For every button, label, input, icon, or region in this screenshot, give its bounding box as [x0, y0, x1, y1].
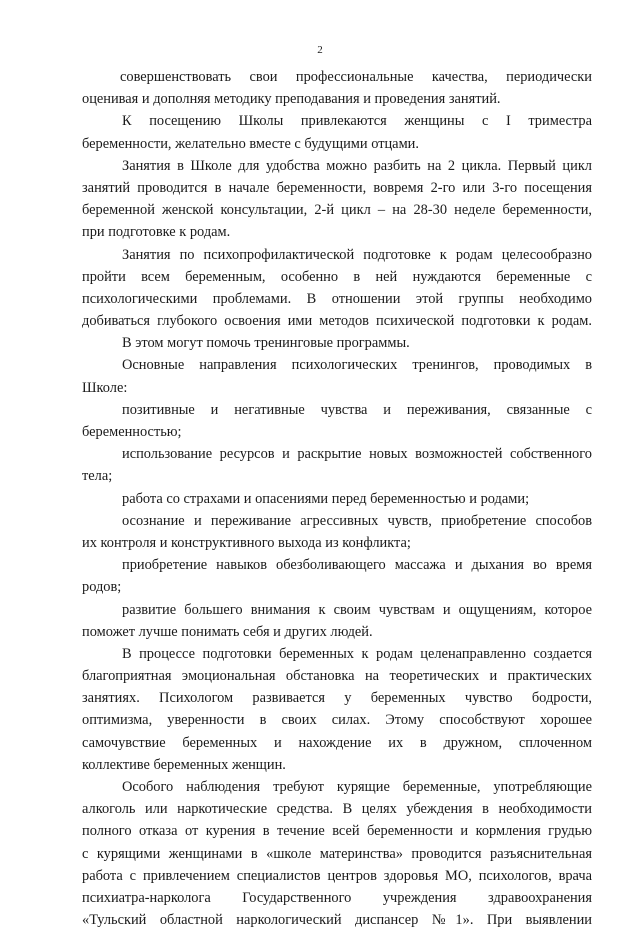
- text-line: родов;: [82, 579, 122, 596]
- text-line: Особого наблюдения требуют курящие беременные, употребляющие: [122, 779, 592, 795]
- text-line: работа со страхами и опасениями перед беременностью и родами;: [122, 490, 530, 507]
- text-line: позитивные и негативные чувства и переживания, связанные с: [122, 401, 592, 418]
- document-body: [0, 66, 640, 931]
- text-line: В этом могут помочь тренинговые программы.: [122, 335, 410, 352]
- text-line: использование ресурсов и раскрытие новых возможностей собственного: [122, 446, 592, 463]
- text-line: Занятия по психопрофилактической подготовке к родам целесообразно: [122, 246, 592, 263]
- text-line: благоприятная эмоциональная обстановка на теоретических и практических: [82, 668, 592, 685]
- text-line: коллективе беременных женщин.: [82, 756, 286, 773]
- text-line: занятиях. Психологом развивается у беременных чувство бодрости,: [82, 690, 592, 707]
- text-line: К посещению Школы привлекаются женщины с I триместра: [122, 113, 592, 130]
- text-line: занятий проводится в начале беременности, вовремя 2-го или 3-го посещения: [82, 179, 592, 196]
- text-line: «Тульский областной наркологический диспансер №1». При выявлении: [82, 912, 592, 929]
- text-line: с курящими женщинами в «школе материнства» проводится разъяснительная: [82, 845, 592, 862]
- page-number: 2: [317, 44, 323, 56]
- text-line: беременностью;: [82, 424, 182, 440]
- text-line: при подготовке к родам.: [82, 224, 231, 241]
- text-line: поможет лучше понимать себя и других людей.: [82, 623, 373, 640]
- text-line: развитие большего внимания к своим чувствам и ощущениям, которое: [122, 601, 592, 618]
- text-line: их контроля и конструктивного выхода из конфликта;: [82, 534, 411, 551]
- text-line: беременной женской консультации, 2-й цикл – на 28-30 неделе беременности,: [82, 202, 592, 219]
- text-line: Основные направления психологических тренингов, проводимых в: [122, 357, 592, 374]
- text-line: самочувствие беременных и нахождение их в дружном, сплоченном: [82, 734, 592, 751]
- text-line: Занятия в Школе для удобства можно разбить на 2 цикла. Первый цикл: [122, 157, 592, 174]
- text-line: оценивая и дополняя методику преподавания и проведения занятий.: [82, 91, 501, 108]
- text-line: работа с привлечением специалистов центров здоровья МО, психологов, врача: [82, 867, 592, 884]
- text-line: полного отказа от курения в течение всей беременности и кормления грудью: [82, 823, 592, 840]
- text-line: добиваться глубокого освоения ими методов психической подготовки к родам.: [82, 313, 592, 330]
- text-line: алкоголь или наркотические средства. В целях убеждения в необходимости: [82, 801, 592, 818]
- text-line: В процессе подготовки беременных к родам целенаправленно создается: [122, 645, 592, 662]
- text-line: тела;: [82, 468, 113, 485]
- text-line: психологическими проблемами. В отношении этой группы необходимо: [82, 290, 592, 307]
- text-line: пройти всем беременным, особенно в ней нуждаются беременные с: [82, 268, 592, 285]
- text-line: приобретение навыков обезболивающего массажа и дыхания во время: [122, 557, 592, 574]
- text-line: осознание и переживание агрессивных чувств, приобретение способов: [122, 512, 592, 529]
- text-line: оптимизма, уверенности в своих силах. Этому способствуют хорошее: [82, 712, 592, 729]
- text-line: Школе:: [82, 379, 128, 396]
- text-line: психиатра-нарколога Государственного учреждения здравоохранения: [82, 889, 592, 906]
- text-line: совершенствовать свои профессиональные качества, периодически: [120, 69, 592, 85]
- text-line: беременности, желательно вместе с будущими отцами.: [82, 135, 419, 152]
